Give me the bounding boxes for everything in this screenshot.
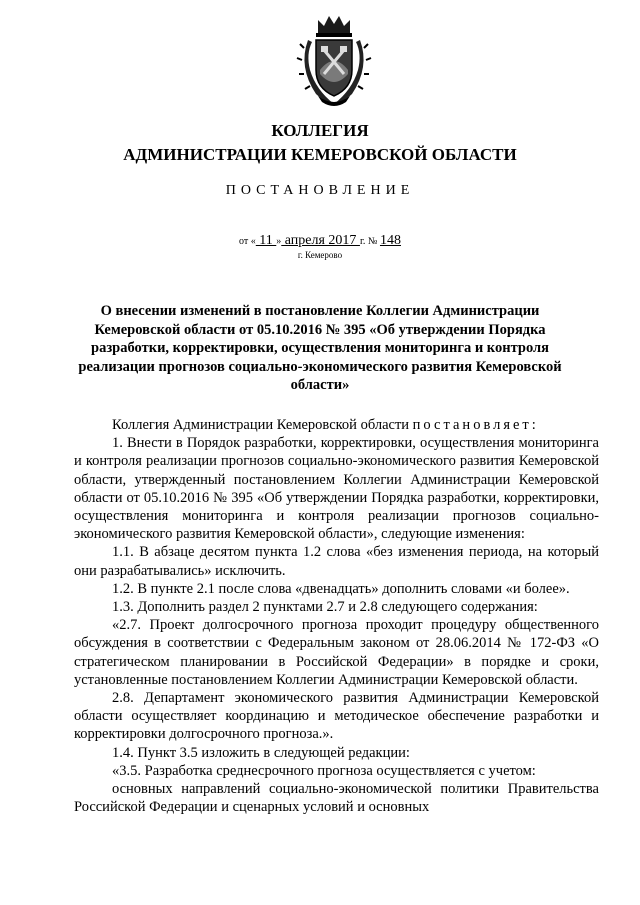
number-sign: №	[365, 236, 380, 247]
document-title: О внесении изменений в постановление Коллегии Администрации Кемеровской области от 05.10.2016 № 395 «Об утверждении Порядка разработки, корректировки, осуществления мониторинга и контроля реализации прогнозов социально-экономического развития Кемеровской области»	[78, 303, 562, 393]
date-quote: »	[276, 236, 282, 247]
intro-decree-word: постановляет:	[412, 417, 539, 433]
document-body	[74, 416, 599, 816]
coat-of-arms-emblem	[296, 12, 372, 108]
paragraph: 1.1. В абзаце десятом пункта 1.2 слова «без изменения периода, на который они разрабатывались» исключить.	[74, 544, 599, 579]
date-month-year: апреля 2017	[281, 233, 360, 248]
date-year-suffix: г.	[359, 236, 366, 247]
date-day: 11	[255, 233, 277, 248]
paragraph: 1.3. Дополнить раздел 2 пунктами 2.7 и 2.8 следующего содержания:	[112, 599, 538, 616]
document-number: 148	[379, 233, 401, 248]
paragraph: 1.4. Пункт 3.5 изложить в следующей редакции:	[112, 744, 410, 761]
document-type: ПОСТАНОВЛЕНИЕ	[225, 183, 415, 198]
paragraph: основных направлений социально-экономической политики Правительства Российской Федерации и сценарных условий и основных	[74, 781, 599, 816]
paragraph: 2.8. Департамент экономического развития Администрации Кемеровской области осуществляет координацию и методическое обеспечение разработки и корректировки долгосрочного прогноза.».	[74, 690, 599, 743]
collegium-title: КОЛЛЕГИЯ	[271, 121, 369, 140]
paragraph: «2.7. Проект долгосрочного прогноза проходит процедуру общественного обсуждения в соответствии с Федеральным законом от 28.06.2014 № 172-ФЗ «О стратегическом планировании в Российской Федерации» в порядке и сроки, установленные постановлением Коллегии Администрации Кемеровской области.	[74, 617, 599, 688]
city: г. Кемерово	[297, 250, 343, 260]
date-prefix: от «	[239, 236, 256, 247]
dateline	[0, 233, 640, 249]
administration-title: АДМИНИСТРАЦИИ КЕМЕРОВСКОЙ ОБЛАСТИ	[123, 145, 517, 164]
paragraph: «3.5. Разработка среднесрочного прогноза осуществляется с учетом:	[112, 762, 536, 779]
intro-text: Коллегия Администрации Кемеровской области	[112, 417, 413, 433]
paragraph: 1. Внести в Порядок разработки, корректировки, осуществления мониторинга и контроля реализации прогнозов социально-экономического развития Кемеровской области, утвержденный постановлением Коллегии Администрации Кемеровской области от 05.10.2016 № 395 «Об утверждении Порядка разработки, корректировки, осуществления мониторинга и контроля реализации прогнозов социально-экономического развития Кемеровской области», следующие изменения:	[74, 435, 599, 543]
intro-paragraph	[74, 416, 599, 434]
paragraph: 1.2. В пункте 2.1 после слова «двенадцать» дополнить словами «и более».	[112, 580, 570, 597]
